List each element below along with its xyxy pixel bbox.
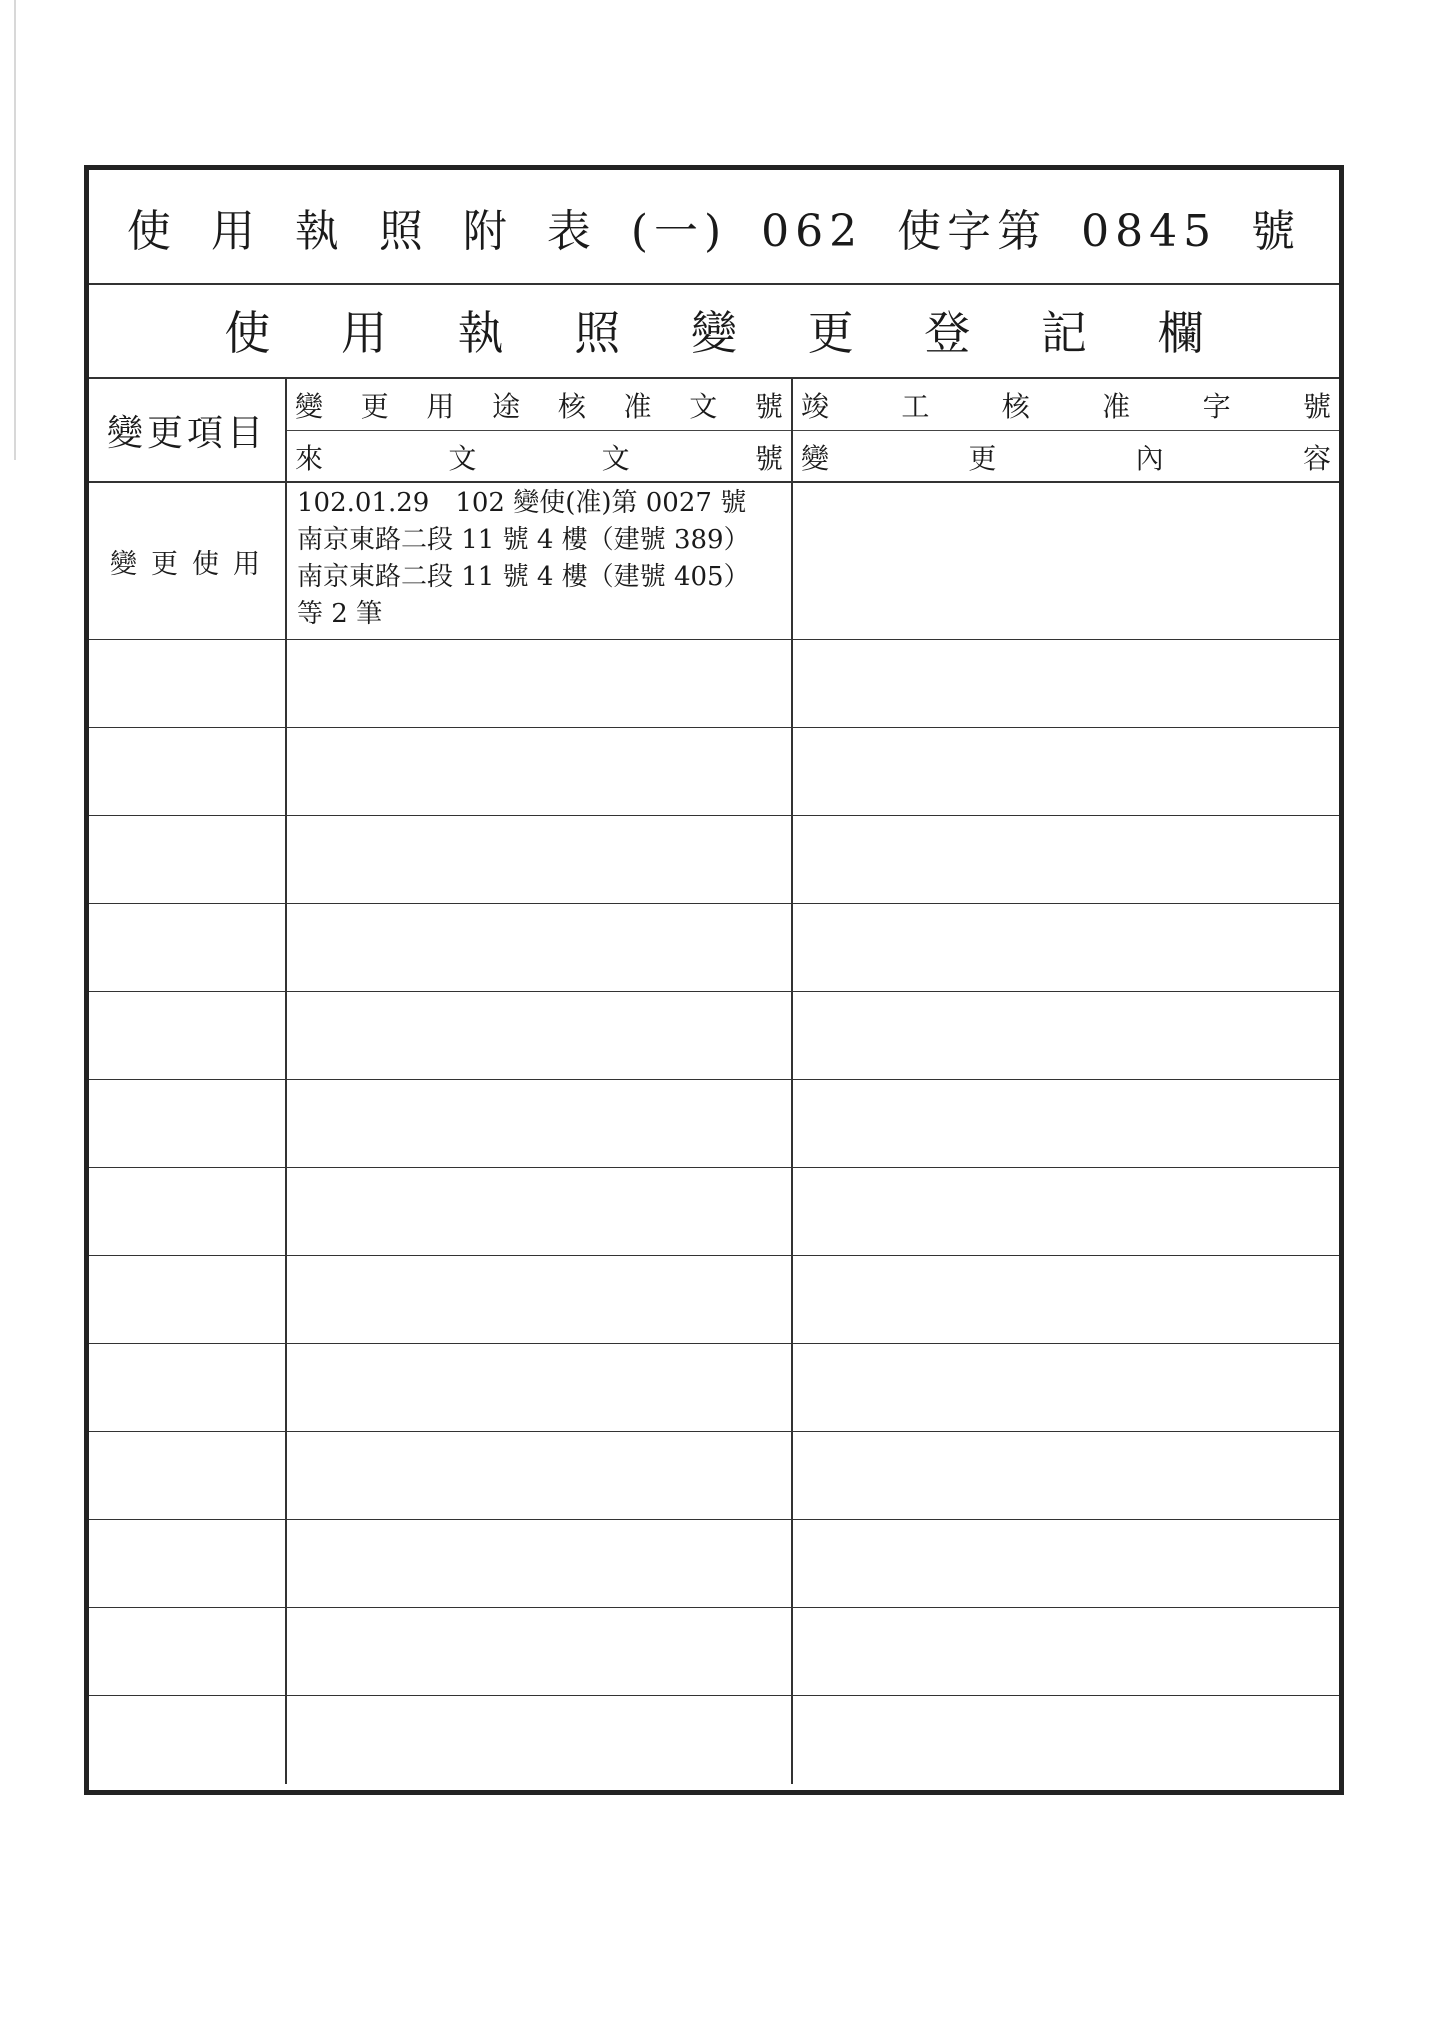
row-change-cell [793, 904, 1339, 991]
section-header-char: 照 [574, 306, 621, 360]
row-item-cell [89, 1520, 287, 1607]
row-item-cell [89, 1256, 287, 1343]
row-change-cell [793, 1168, 1339, 1255]
row-change-cell [793, 1520, 1339, 1607]
document-title: 使 用 執 照 附 表 (一) 062 使字第 0845 號 [89, 170, 1339, 285]
entry-line: 等 2 筆 [297, 599, 383, 629]
column-subheader-completion-no: 竣 工 核 准 字 號 [793, 379, 1339, 431]
row-change-content [793, 483, 1339, 639]
row-item-cell [89, 992, 287, 1079]
column-header-approval [287, 379, 793, 483]
row-approval-cell [287, 1696, 793, 1784]
table-row-empty [89, 1344, 1339, 1432]
row-change-cell [793, 1080, 1339, 1167]
row-item-label: 變更使用 [89, 483, 287, 639]
section-header-char: 更 [807, 306, 854, 360]
row-approval-cell [287, 1608, 793, 1695]
entry-line: 南京東路二段 11 號 4 樓（建號 389） [297, 525, 750, 555]
row-change-cell [793, 992, 1339, 1079]
row-item-cell [89, 816, 287, 903]
table-row-empty [89, 1256, 1339, 1344]
section-header-char: 欄 [1157, 306, 1204, 360]
section-header-char: 登 [924, 306, 971, 360]
row-change-cell [793, 816, 1339, 903]
row-approval-cell [287, 1520, 793, 1607]
table-row-empty [89, 1520, 1339, 1608]
row-change-cell [793, 728, 1339, 815]
row-approval-entry [287, 483, 793, 639]
section-header-char: 使 [224, 306, 271, 360]
section-header-char: 執 [457, 306, 504, 360]
row-item-cell [89, 1344, 287, 1431]
section-header-char: 記 [1040, 306, 1087, 360]
entry-line: 102.01.29 102 變使(准)第 0027 號 [297, 488, 747, 518]
section-header-char: 用 [340, 306, 387, 360]
row-change-cell [793, 1344, 1339, 1431]
row-item-cell [89, 1080, 287, 1167]
row-change-cell [793, 1432, 1339, 1519]
table-row-empty [89, 728, 1339, 816]
scan-edge [14, 0, 16, 460]
row-approval-cell [287, 640, 793, 727]
row-approval-cell [287, 992, 793, 1079]
row-change-cell [793, 1256, 1339, 1343]
row-item-cell [89, 1168, 287, 1255]
column-subheader-change-content: 變 更 內 容 [801, 442, 1331, 475]
column-header-completion [793, 379, 1339, 483]
row-item-cell [89, 728, 287, 815]
row-approval-cell [287, 1168, 793, 1255]
table-row-empty [89, 816, 1339, 904]
row-item-cell [89, 640, 287, 727]
row-approval-cell [287, 1080, 793, 1167]
row-change-cell [793, 1608, 1339, 1695]
row-approval-cell [287, 1256, 793, 1343]
section-header [89, 283, 1339, 379]
column-subheader-approval-no: 變 更 用 途 核 准 文 號 [287, 379, 791, 431]
row-approval-cell [287, 728, 793, 815]
table-row-empty [89, 1432, 1339, 1520]
section-header-char: 變 [690, 306, 737, 360]
table-row-empty [89, 1696, 1339, 1784]
table-row-empty [89, 992, 1339, 1080]
row-approval-cell [287, 1344, 793, 1431]
column-subheader-incoming-no: 來 文 文 號 [295, 442, 783, 475]
table-row-empty [89, 640, 1339, 728]
row-approval-cell [287, 1432, 793, 1519]
row-approval-cell [287, 816, 793, 903]
row-item-cell [89, 1608, 287, 1695]
table-row [89, 483, 1339, 640]
row-item-cell [89, 904, 287, 991]
table-row-empty [89, 904, 1339, 992]
column-header-item: 變更項目 [89, 379, 287, 483]
entry-line: 南京東路二段 11 號 4 樓（建號 405） [297, 562, 750, 592]
table-row-empty [89, 1608, 1339, 1696]
row-approval-cell [287, 904, 793, 991]
table-row-empty [89, 1168, 1339, 1256]
row-change-cell [793, 640, 1339, 727]
row-item-cell [89, 1696, 287, 1784]
table-row-empty [89, 1080, 1339, 1168]
row-change-cell [793, 1696, 1339, 1784]
row-item-cell [89, 1432, 287, 1519]
license-form [84, 165, 1344, 1795]
